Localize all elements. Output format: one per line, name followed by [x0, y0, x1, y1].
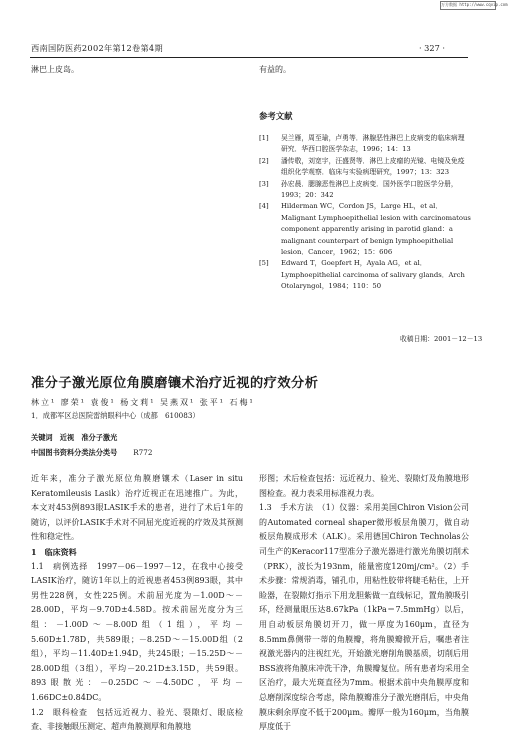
reference-item	[259, 156, 471, 179]
classification-label: 中国图书资料分类法分类号	[31, 448, 118, 457]
reference-text: 孙宏晨．腮腺恶性淋巴上皮病变．国外医学口腔医学分册，1993；20：342	[281, 179, 458, 200]
article-authors: 林立¹ 廖荣¹ 袁俊¹ 杨文莉¹ 吴燕双¹ 张平¹ 石梅¹	[31, 398, 255, 407]
article-left-column	[31, 472, 243, 735]
prev-article-right-top	[259, 63, 469, 78]
prev-article-ending: 有益的。	[259, 65, 291, 74]
reference-item	[259, 201, 471, 258]
reference-list	[259, 133, 471, 293]
article-right-column	[259, 472, 469, 735]
article-title: 准分子激光原位角膜磨镶术治疗近视的疗效分析	[31, 376, 319, 391]
prev-article-left-column	[31, 63, 243, 78]
body-paragraph: 形图；术后检查包括：远近视力、验光、裂隙灯及角膜地形图检查。视力表采用标准视力表。	[259, 474, 469, 498]
body-paragraph: 1.1 病例选择 1997－06－1997－12，在我中心接受LASIK治疗，随访1年以上的近视患者453例893眼，其中男性228例，女性225例。术前屈光度为－1.00D～－28.00D，平均－9.70D±4.58D。按术前屈光度分为三组：－1.00D～－8.00D组（1组），平均－5.60D±1.78D，共589眼；－8.25D～－15.00D组（2组），平均－11.40D±1.94D，共245眼；－15.25D～－28.00D组（3组），平均－20.21D±3.15D，共59眼。893眼散光：－0.25DC～－4.50DC，平均－1.66DC±0.84DC。	[31, 561, 243, 702]
body-paragraph: 近年来，准分子激光原位角膜磨镶术（Laser in situ Keratomileusis Lasik）治疗近视正在迅速推广。为此，本文对453例893眼LASIK手术的患者，进行了术后1年的随访，以评价LASIK手术对不同屈光度近视的疗效及其预测性和稳定性。	[31, 474, 243, 542]
running-header-journal: 西南国防医药2002年第12卷第4期	[31, 43, 163, 53]
reference-item	[259, 179, 471, 202]
keywords: 关键词 近视 准分子激光	[31, 433, 118, 442]
classification-code: R772	[133, 448, 153, 457]
reference-number: [4]	[259, 202, 269, 211]
reference-item	[259, 258, 471, 292]
article-affiliation: 1．成都军区总医院雷纳眼科中心（成都 610083）	[31, 411, 200, 420]
reference-number: [2]	[259, 156, 269, 165]
classification	[31, 448, 152, 458]
watermark-stamp: 万方数据 http://www.cqvip.com	[440, 1, 496, 10]
body-paragraph: 1.2 眼科检查 包括远近视力、验光、裂隙灯、眼底检查、非接触眼压测定、超声角膜测厚和角膜地	[31, 707, 243, 732]
received-date: 收稿日期：2001－12－13	[400, 335, 483, 343]
references-heading: 参考文献	[259, 111, 293, 121]
reference-text: Edward T，Goepfert H，Ayala AG，et al．Lymphoepithelial carcinoma of salivary glands．Arch Otolaryngol，1984；110：50	[281, 259, 465, 291]
reference-text: Hilderman WC，Cordon JS，Large HL，et al．Malignant Lymphoepithelial lesion with carcinomatous component apparently arising in parotid gland：a malignant counterpart of benign lymphoepithelial lesion．Cancer，1962；15：606	[281, 202, 471, 257]
reference-item	[259, 133, 471, 156]
prev-article-text: 淋巴上皮岛。	[31, 65, 79, 74]
section-heading: 1 临床资料	[31, 546, 77, 557]
reference-text: 吴兰雁，周至瑜，卢勇等．淋腺恶性淋巴上皮病变的临床病理研究．华西口腔医学杂志，1996；14：13	[281, 134, 465, 154]
header-rule	[30, 57, 468, 58]
body-paragraph: 1.3 手术方法 （1）仪器：采用美国Chiron Vision公司的Automated corneal shaper微形板层角膜刀，做自动板层角膜成形术（ALK）。采用德国Chiron Technolas公司生产的Keracor117型准分子激光器进行激光角膜切削术（PRK），波长为193nm，能量密度120mj/cm²。（2）手术步骤：常规消毒，铺孔巾，用粘性胶带将睫毛粘住，上开睑器，在裂隙灯指示下用龙胆紫做一直线标记，置角膜吸引环，经测量眼压达8.67kPa（1kPa＝7.5mmHg）以后，用自动板层角膜切开刀，做一厚度为160μm，直径为8.5mm鼻侧带一蒂的角膜瓣，将角膜瓣掀开后，嘱患者注视激光器内的注视红光，开始激光磨削角膜基质，切削后用BSS液将角膜床冲洗干净，角膜瓣复位。所有患者均采用全区治疗，最大光斑直径为7mm。根据术前中央角膜厚度和总磨削深度综合考虑，除角膜瓣准分子激光磨削后，中央角膜床剩余厚度不低于200μm。瓣厚一般为160μm，当角膜厚度低于	[259, 503, 469, 732]
reference-text: 潘传敬，刘宽宇，汪盛贤等．淋巴上皮瘤的光镜、电镜及免疫组织化学观察．临床与实验病理研究，1997；13：323	[281, 156, 465, 177]
page-number: · 327 ·	[418, 43, 445, 53]
reference-number: [5]	[259, 259, 269, 268]
reference-number: [3]	[259, 179, 269, 188]
reference-number: [1]	[259, 134, 269, 142]
